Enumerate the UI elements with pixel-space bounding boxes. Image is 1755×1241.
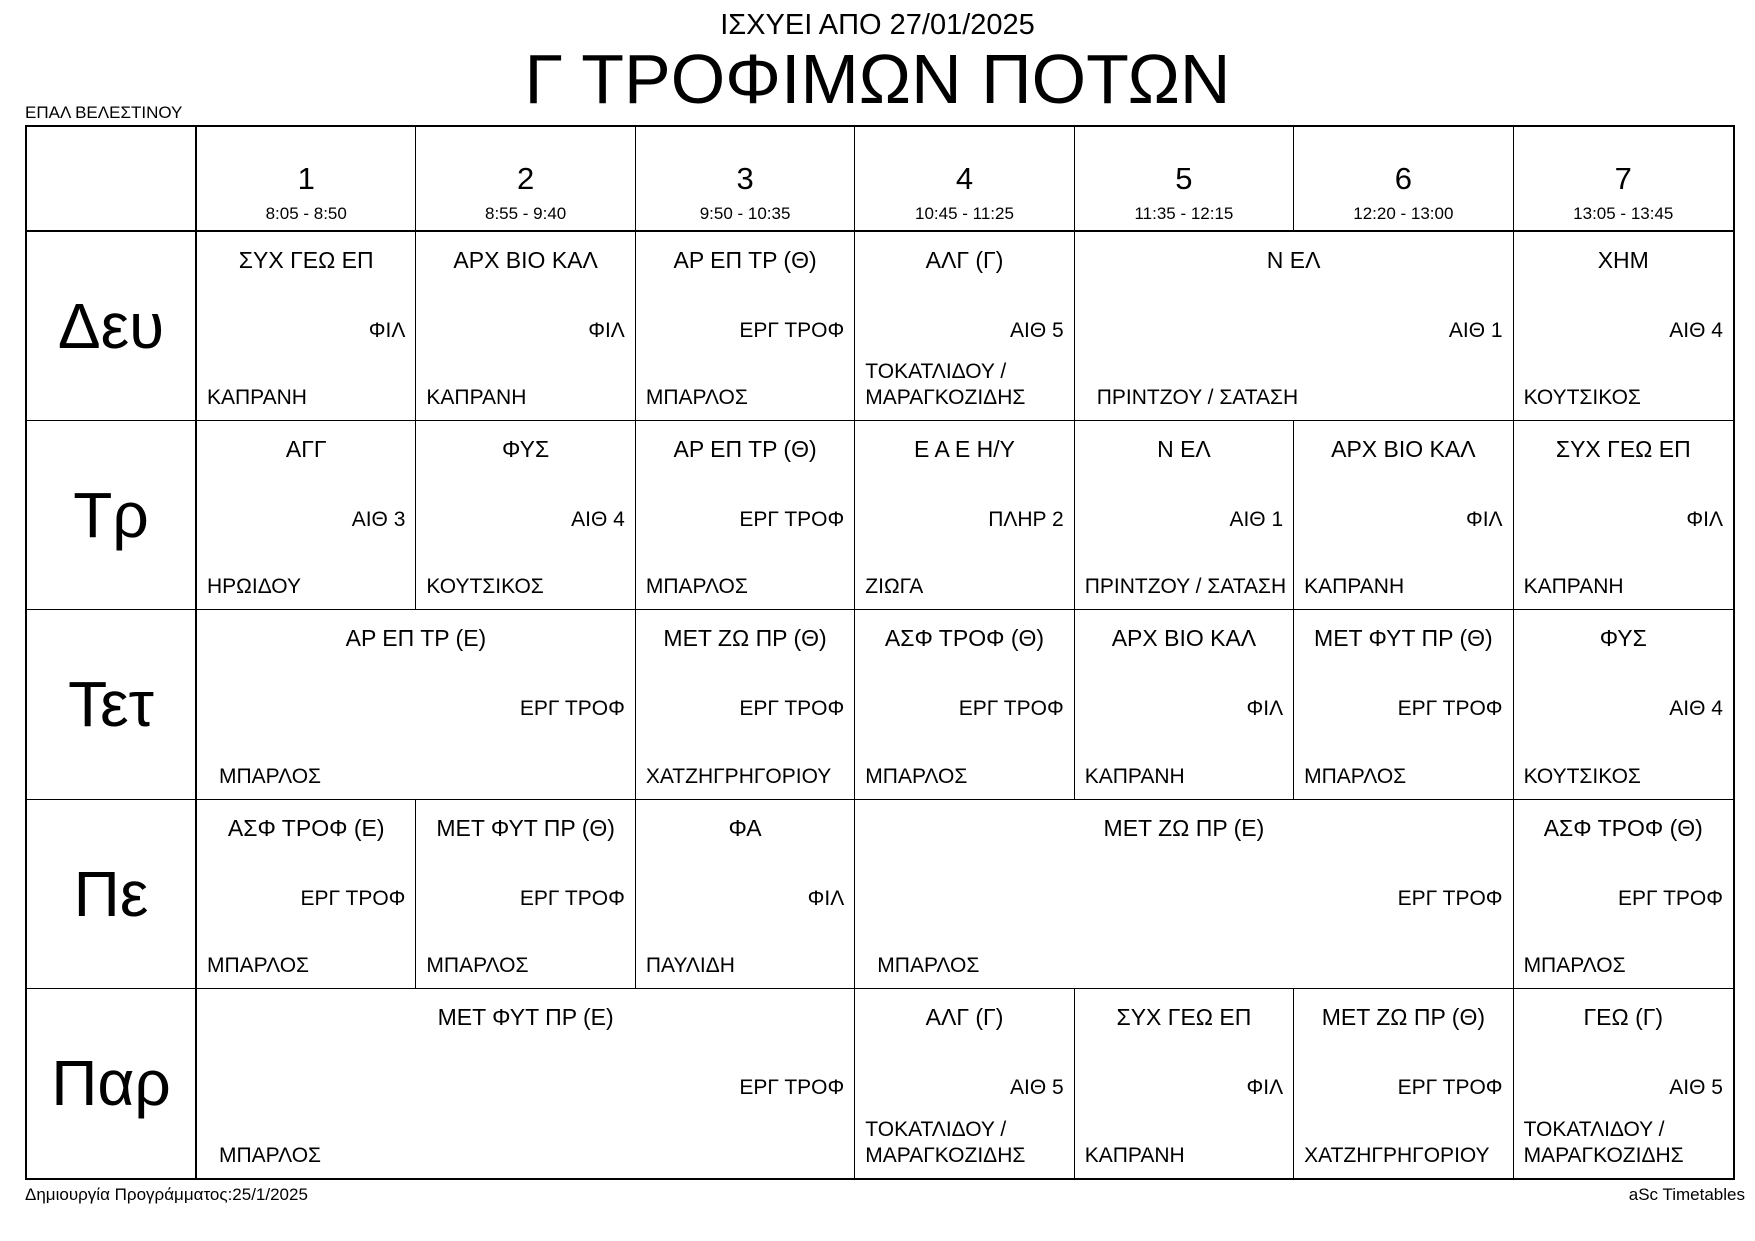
lesson-subject: ΑΣΦ ΤΡΟΦ (Ε) xyxy=(227,814,385,841)
lesson-cell[interactable] xyxy=(855,610,1074,799)
lesson-cell[interactable] xyxy=(636,610,855,799)
lesson-cell[interactable] xyxy=(1294,610,1513,799)
lesson-room: ΑΙΘ 4 xyxy=(1669,319,1723,342)
period-header xyxy=(855,127,1074,232)
lesson-subject: Ν ΕΛ xyxy=(1266,247,1321,273)
day-label: Δευ xyxy=(27,232,197,421)
lesson-room: ΕΡΓ ΤΡΟΦ xyxy=(519,886,625,910)
lesson-teacher: ΜΠΑΡΛΟΣ xyxy=(645,575,748,599)
lesson-subject: ΑΣΦ ΤΡΟΦ (Θ) xyxy=(1543,814,1703,841)
period-time: 13:05 - 13:45 xyxy=(1573,204,1674,223)
period-header xyxy=(1514,127,1733,232)
lesson-cell[interactable] xyxy=(416,800,635,989)
creation-date: Δημιουργία Προγράμματος:25/1/2025 xyxy=(25,1185,308,1204)
lesson-teacher: ΖΙΩΓΑ xyxy=(865,575,924,599)
lesson-teacher: ΚΑΠΡΑΝΗ xyxy=(1084,764,1185,788)
lesson-room: ΑΙΘ 5 xyxy=(1010,1075,1064,1099)
lesson-teacher: ΤΟΚΑΤΛΙΔΟΥ / ΜΑΡΑΓΚΟΖΙΔΗΣ xyxy=(865,1117,1026,1167)
lesson-cell[interactable] xyxy=(1514,421,1733,610)
lesson-room: ΕΡΓ ΤΡΟΦ xyxy=(1397,886,1503,910)
class-title: Γ ΤΡΟΦΙΜΩΝ ΠΟΤΩΝ xyxy=(524,40,1231,118)
corner-cell xyxy=(27,127,197,232)
lesson-subject: ΑΣΦ ΤΡΟΦ (Θ) xyxy=(884,625,1045,652)
lesson-room: ΑΙΘ 1 xyxy=(1448,319,1503,342)
lesson-subject: ΓΕΩ (Γ) xyxy=(1583,1003,1664,1030)
timetable-grid xyxy=(25,125,1735,1180)
lesson-cell[interactable] xyxy=(855,232,1074,421)
lesson-subject: ΦΑ xyxy=(728,814,762,841)
lesson-teacher: ΤΟΚΑΤΛΙΔΟΥ / ΜΑΡΑΓΚΟΖΙΔΗΣ xyxy=(865,360,1026,410)
lesson-subject: ΦΥΣ xyxy=(502,436,550,463)
lesson-teacher: ΜΠΑΡΛΟΣ xyxy=(1523,953,1626,977)
lesson-room: ΕΡΓ ΤΡΟΦ xyxy=(739,319,845,342)
lesson-room: ΑΙΘ 5 xyxy=(1669,1075,1723,1099)
lesson-cell[interactable] xyxy=(1514,610,1733,799)
lesson-cell[interactable] xyxy=(1514,232,1733,421)
lesson-room: ΕΡΓ ΤΡΟΦ xyxy=(1397,697,1503,721)
period-number: 5 xyxy=(1175,161,1193,196)
lesson-room: ΕΡΓ ΤΡΟΦ xyxy=(958,697,1064,721)
lesson-subject: ΣΥΧ ΓΕΩ ΕΠ xyxy=(1116,1003,1252,1030)
period-time: 11:35 - 12:15 xyxy=(1134,204,1234,223)
valid-from-date: ΙΣΧΥΕΙ ΑΠΟ 27/01/2025 xyxy=(720,9,1035,41)
lesson-subject: ΑΡ ΕΠ ΤΡ (Ε) xyxy=(345,625,487,652)
lesson-room: ΦΙΛ xyxy=(588,319,625,342)
lesson-room: ΕΡΓ ΤΡΟΦ xyxy=(519,697,625,721)
lesson-room: ΑΙΘ 4 xyxy=(571,508,625,532)
lesson-subject: ΧΗΜ xyxy=(1597,247,1649,273)
lesson-teacher: ΧΑΤΖΗΓΡΗΓΟΡΙΟΥ xyxy=(645,764,832,788)
lesson-room: ΑΙΘ 3 xyxy=(351,508,406,532)
lesson-cell[interactable] xyxy=(1514,989,1733,1178)
period-number: 2 xyxy=(517,161,535,196)
lesson-teacher: ΤΟΚΑΤΛΙΔΟΥ / ΜΑΡΑΓΚΟΖΙΔΗΣ xyxy=(1523,1117,1684,1167)
lesson-subject: ΑΛΓ (Γ) xyxy=(925,247,1004,273)
lesson-subject: ΑΓΓ xyxy=(285,436,327,463)
day-label: Τρ xyxy=(27,421,197,610)
lesson-cell[interactable] xyxy=(416,232,635,421)
lesson-cell[interactable] xyxy=(1075,989,1294,1178)
lesson-cell[interactable] xyxy=(197,610,636,799)
lesson-cell[interactable] xyxy=(1075,610,1294,799)
lesson-teacher: ΧΑΤΖΗΓΡΗΓΟΡΙΟΥ xyxy=(1304,1143,1490,1167)
lesson-teacher: ΜΠΑΡΛΟΣ xyxy=(877,953,980,977)
day-label: Πε xyxy=(27,800,197,989)
lesson-cell[interactable] xyxy=(1075,421,1294,610)
lesson-subject: ΣΥΧ ΓΕΩ ΕΠ xyxy=(1555,436,1691,463)
lesson-subject: ΜΕΤ ΖΩ ΠΡ (Θ) xyxy=(663,625,827,652)
period-time: 8:55 - 9:40 xyxy=(484,204,567,223)
day-label: Παρ xyxy=(27,989,197,1178)
period-header xyxy=(197,127,416,232)
lesson-subject: ΜΕΤ ΖΩ ΠΡ (Ε) xyxy=(1103,814,1265,841)
lesson-room: ΕΡΓ ΤΡΟΦ xyxy=(739,508,845,532)
period-header xyxy=(1075,127,1294,232)
lesson-cell[interactable] xyxy=(636,421,855,610)
lesson-teacher: ΜΠΑΡΛΟΣ xyxy=(207,953,310,977)
lesson-room: ΕΡΓ ΤΡΟΦ xyxy=(1618,886,1723,910)
generator-credit: aSc Timetables xyxy=(1628,1185,1745,1204)
lesson-subject: ΜΕΤ ΦΥΤ ΠΡ (Ε) xyxy=(437,1003,614,1030)
lesson-room: ΕΡΓ ΤΡΟΦ xyxy=(1397,1075,1503,1099)
lesson-teacher: ΜΠΑΡΛΟΣ xyxy=(426,953,529,977)
lesson-room: ΦΙΛ xyxy=(807,886,845,910)
lesson-teacher: ΗΡΩΙΔΟΥ xyxy=(207,575,301,599)
lesson-cell[interactable] xyxy=(855,800,1513,989)
lesson-subject: ΑΡΧ ΒΙΟ ΚΑΛ xyxy=(1331,436,1476,463)
period-number: 1 xyxy=(297,161,315,196)
lesson-cell[interactable] xyxy=(1294,989,1513,1178)
lesson-cell[interactable] xyxy=(855,989,1074,1178)
lesson-subject: Ν ΕΛ xyxy=(1157,436,1211,463)
lesson-subject: ΣΥΧ ΓΕΩ ΕΠ xyxy=(238,247,374,273)
lesson-room: ΕΡΓ ΤΡΟΦ xyxy=(300,886,406,910)
lesson-cell[interactable] xyxy=(197,421,416,610)
period-number: 3 xyxy=(736,161,754,196)
lesson-cell[interactable] xyxy=(636,232,855,421)
lesson-teacher: ΜΠΑΡΛΟΣ xyxy=(219,1143,322,1167)
lesson-cell[interactable] xyxy=(855,421,1074,610)
lesson-subject: ΜΕΤ ΦΥΤ ΠΡ (Θ) xyxy=(436,814,615,841)
period-time: 9:50 - 10:35 xyxy=(699,204,791,223)
day-label: Τετ xyxy=(27,610,197,799)
lesson-subject: ΑΛΓ (Γ) xyxy=(925,1003,1004,1030)
lesson-cell[interactable] xyxy=(416,421,635,610)
lesson-room: ΕΡΓ ΤΡΟΦ xyxy=(739,697,845,721)
lesson-room: ΑΙΘ 5 xyxy=(1010,319,1064,342)
lesson-teacher: ΜΠΑΡΛΟΣ xyxy=(645,386,748,410)
period-time: 8:05 - 8:50 xyxy=(265,204,347,223)
period-header xyxy=(636,127,855,232)
school-name: ΕΠΑΛ ΒΕΛΕΣΤΙΝΟΥ xyxy=(25,103,183,122)
lesson-cell[interactable] xyxy=(636,800,855,989)
lesson-cell[interactable] xyxy=(197,800,416,989)
lesson-room: ΦΙΛ xyxy=(1686,508,1723,532)
lesson-cell[interactable] xyxy=(1075,232,1514,421)
lesson-subject: ΑΡΧ ΒΙΟ ΚΑΛ xyxy=(453,247,598,273)
lesson-teacher: ΚΟΥΤΣΙΚΟΣ xyxy=(1523,764,1641,788)
lesson-subject: ΑΡΧ ΒΙΟ ΚΑΛ xyxy=(1111,625,1257,652)
lesson-teacher: ΜΠΑΡΛΟΣ xyxy=(219,764,322,788)
lesson-teacher: ΜΠΑΡΛΟΣ xyxy=(1304,764,1407,788)
lesson-subject: ΦΥΣ xyxy=(1599,625,1647,652)
lesson-teacher: ΜΠΑΡΛΟΣ xyxy=(865,764,968,788)
lesson-subject: ΜΕΤ ΦΥΤ ΠΡ (Θ) xyxy=(1314,625,1493,652)
lesson-room: ΠΛΗΡ 2 xyxy=(988,508,1064,532)
lesson-teacher: ΠΡΙΝΤΖΟΥ / ΣΑΤΑΣΗ xyxy=(1096,386,1299,410)
period-time: 10:45 - 11:25 xyxy=(915,204,1014,223)
lesson-teacher: ΚΑΠΡΑΝΗ xyxy=(1523,575,1624,599)
lesson-room: ΑΙΘ 4 xyxy=(1669,697,1723,721)
lesson-subject: ΜΕΤ ΖΩ ΠΡ (Θ) xyxy=(1321,1003,1485,1030)
lesson-subject: ΑΡ ΕΠ ΤΡ (Θ) xyxy=(673,436,817,463)
period-number: 6 xyxy=(1394,161,1412,196)
lesson-room: ΕΡΓ ΤΡΟΦ xyxy=(739,1075,845,1099)
period-header xyxy=(1294,127,1513,232)
lesson-room: ΦΙΛ xyxy=(1246,697,1284,721)
lesson-cell[interactable] xyxy=(197,232,416,421)
lesson-cell[interactable] xyxy=(1294,421,1513,610)
lesson-subject: Ε Α Ε Η/Υ xyxy=(913,436,1015,463)
lesson-teacher: ΚΑΠΡΑΝΗ xyxy=(1084,1143,1185,1167)
period-number: 4 xyxy=(955,161,974,196)
lesson-room: ΦΙΛ xyxy=(1465,508,1503,532)
period-time: 12:20 - 13:00 xyxy=(1353,204,1454,223)
lesson-teacher: ΠΡΙΝΤΖΟΥ / ΣΑΤΑΣΗ xyxy=(1084,575,1287,599)
lesson-cell[interactable] xyxy=(1514,800,1733,989)
lesson-teacher: ΚΟΥΤΣΙΚΟΣ xyxy=(1523,386,1641,410)
lesson-teacher: ΚΑΠΡΑΝΗ xyxy=(207,386,307,410)
lesson-room: ΦΙΛ xyxy=(368,319,406,342)
lesson-teacher: ΚΑΠΡΑΝΗ xyxy=(1304,575,1405,599)
lesson-teacher: ΚΟΥΤΣΙΚΟΣ xyxy=(426,575,544,599)
lesson-room: ΑΙΘ 1 xyxy=(1229,508,1284,532)
period-header xyxy=(416,127,635,232)
lesson-room: ΦΙΛ xyxy=(1246,1075,1284,1099)
lesson-teacher: ΠΑΥΛΙΔΗ xyxy=(645,953,735,977)
lesson-teacher: ΚΑΠΡΑΝΗ xyxy=(426,386,527,410)
lesson-cell[interactable] xyxy=(197,989,855,1178)
lesson-subject: ΑΡ ΕΠ ΤΡ (Θ) xyxy=(673,247,817,273)
period-number: 7 xyxy=(1614,161,1632,196)
